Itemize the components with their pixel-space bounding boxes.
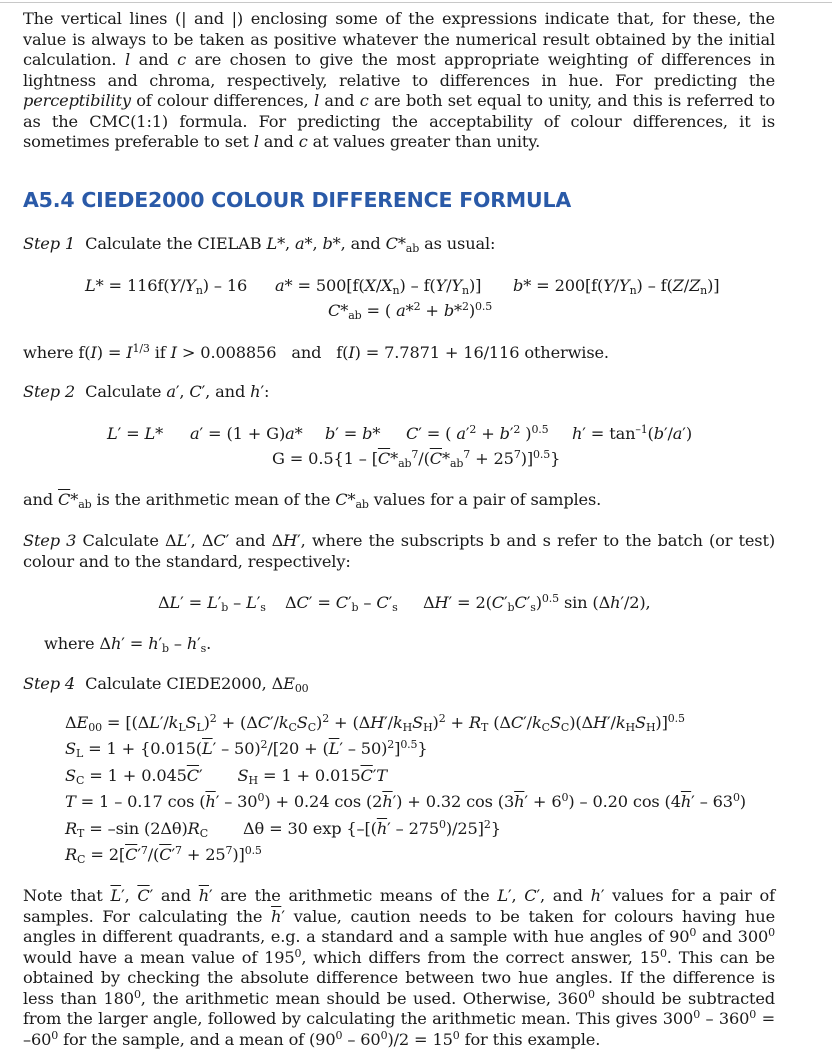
step2-mean-note: and $\overline{C}*_{ab}$ is the arithmetic mean of the $C*_{ab}$ values for a pair of samples. — [23, 490, 602, 511]
step1-where: where $f(I) = I^{1/3}$ if I > 0.008856 and f(I) = 7.7871 + 16/116 otherwise. — [23, 342, 609, 362]
eq-delta-H: $\Delta H' = 2(C'_bC'_s)^{0.5}$ sin (Δh′/2), — [423, 592, 651, 614]
eq-L-star: $L* = 116f(Y/Y_n) - 16$ — [85, 276, 248, 297]
eq-a-prime: a′ = (1 + G)a* — [190, 424, 303, 443]
eq-a-star: $a* = 500[f(X/X_n) - f(Y/Y_n)]$ — [275, 276, 482, 297]
step4-text: Calculate CIEDE2000, $\Delta E_{00}$ — [85, 674, 309, 695]
eq-S-L: $S_L = 1 + \{0.015(\overline{L}' - 50)^2/[20 + (\overline{L}' - 50)^2]^{0.5}\}$ — [65, 738, 428, 760]
eq-T: T = 1 – 0.17 $\cos (\overline{h}' - 30^0) + 0.24$ $\cos (2\overline{h}') + 0.32$ $\cos (3\overline{h}' + 6^0) - 0.20$ $\cos (4\overline{h}' - 63^0)$ — [65, 791, 746, 811]
step1-label: Step 1 — [23, 234, 76, 253]
step3-line — [23, 531, 775, 572]
eq-C-star: $C*_{ab}$ = ( a*$^2$ + b*$^2$)$^{0.5}$ — [328, 300, 493, 322]
eq-R-C: $R_C = 2[\overline{C}'^7/(\overline{C}'^7 + 25^7)]^{0.5}$ — [65, 844, 262, 866]
step2-label: Step 2 — [23, 382, 76, 401]
step1-line — [23, 234, 495, 254]
eq-L-prime: L′ = L* — [107, 424, 164, 443]
eq-b-star: $b* = 200[f(Y/Y_n) - f(Z/Z_n)]$ — [513, 276, 720, 297]
eq-h-prime: $h' = \tan^{-1}(b'/a')$ — [572, 423, 692, 443]
step1-text: Calculate the CIELAB L*, a*, b*, and $C*_{ab}$ as usual: — [85, 234, 496, 255]
eq-b-prime: b′ = b* — [325, 424, 381, 443]
step4-line — [23, 674, 309, 694]
step3-label: Step 3 — [23, 531, 77, 550]
step2-line — [23, 382, 269, 402]
eq-G: $G = 0.5\{1 - [\overline{C}*_{ab}^7/(\overline{C}*_{ab}^7 + 25^7)]^{0.5}\}$ — [272, 448, 561, 470]
closing-paragraph: Note that $\overline{L}'$, $\overline{C}'$ and $\overline{h}'$ are the arithmetic means of the L′, C′, and h′ values for a pair of samples. For calculating the $\overline{h}'$ value, caution needs to be taken for colours having hue angles in different quadrants, e.g. a standard and a sample with hue angles of $90^0$ and $300^0$ would have a mean value of $195^0$, which differs from the correct answer, $15^0$. This can be obtained by checking the absolute difference between two hue angles. If the difference is less than $180^0$, the arithmetic mean should be used. Otherwise, $360^0$ should be subtracted from the larger angle, followed by calculating the arithmetic mean. This gives $300^0 - 360^0 = -60^0$ for the sample, and a mean of $(90^0 - 60^0)/2 = 15^0$ for this example. — [23, 886, 775, 1049]
intro-block — [23, 9, 775, 153]
step2-text: Calculate a′, C′, and h′: — [85, 382, 270, 401]
eq-C-prime: C′ = ( $a'^2 + b'^2$ )$^{0.5}$ — [406, 423, 549, 443]
eq-R-T: $R_T = -\sin$ $(2\Delta\theta)R_C$ Δθ = 30 $\exp \{-[(\overline{h}' - 275^0)/25]^2\}$ — [65, 818, 501, 840]
eq-delta-L: $\Delta L' = L'_b - L'_s$ — [158, 593, 266, 614]
eq-delta-E00: $\Delta E_{00} = [(\Delta L'/k_LS_L)^2 + (\Delta C'/k_CS_C)^2 + (\Delta H'/k_HS_H)^2 + R_T$ $(\Delta C'/k_CS_C)(\Delta H'/k_HS_H)]^{0.5}$ — [65, 712, 685, 734]
section-heading: A5.4 CIEDE2000 COLOUR DIFFERENCE FORMULA — [23, 188, 571, 212]
eq-delta-C: $\Delta C' = C'_b - C'_s$ — [285, 593, 398, 614]
closing-block — [23, 886, 775, 1050]
eq-S-C-S-H: $S_C = 1 + 0.045\overline{C}'$ $S_H = 1 + 0.015\overline{C}'T$ — [65, 766, 387, 787]
step4-label: Step 4 — [23, 674, 76, 693]
step3-text: Calculate ΔL′, ΔC′ and ΔH′, where the subscripts b and s refer to the batch (or test) colour and to the standard, respectively: — [23, 531, 775, 571]
top-rule — [0, 2, 832, 3]
intro-paragraph: The vertical lines (| and |) enclosing some of the expressions indicate that, for these, the value is always to be taken as positive whatever the numerical result obtained by the initial calculation. l and c are chosen to give the most appropriate weighting of differences in lightness and chroma, respectively, relative to differences in hue. For predicting the perceptibility of colour differences, l and c are both set equal to unity, and this is referred to as the CMC(1:1) formula. For predicting the acceptability of colour differences, it is sometimes preferable to set l and c at values greater than unity. — [23, 9, 776, 151]
step3-where: where $\Delta h' = h'_b - h'_s$. — [44, 634, 212, 655]
